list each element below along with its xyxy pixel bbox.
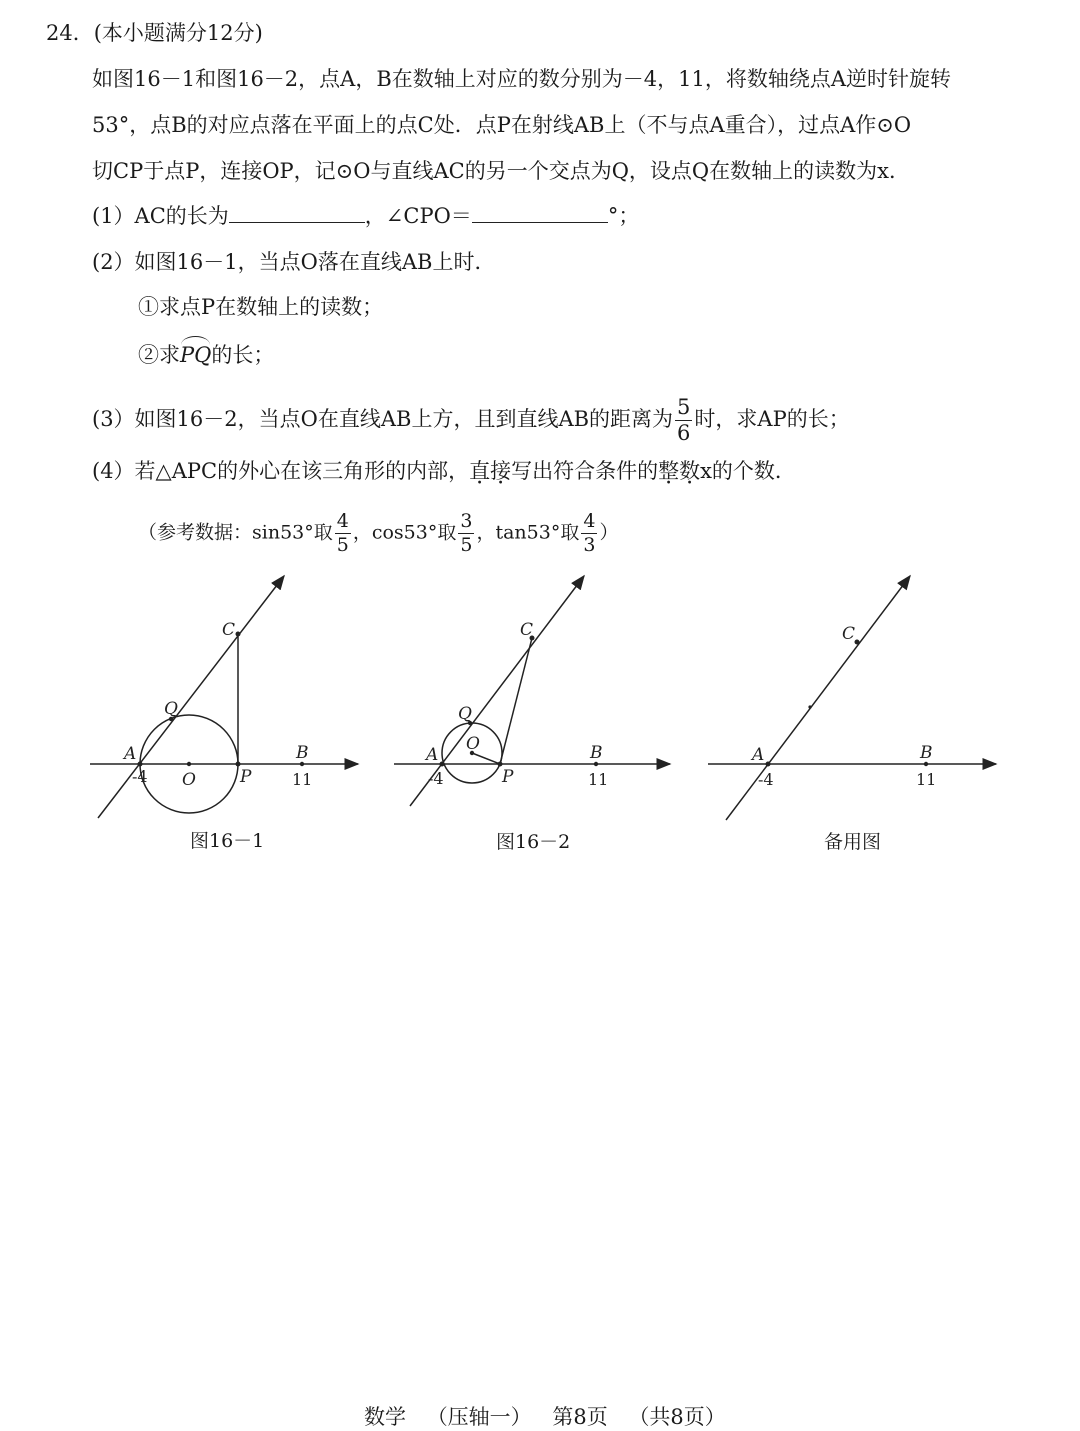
point-a <box>138 762 143 767</box>
footer <box>364 1401 726 1431</box>
figure-16-1 <box>88 570 368 830</box>
q1-text-a: (1）AC的长为 <box>92 204 229 228</box>
q4-text-a: (4）若△APC的外心在该三角形的内部， <box>92 459 470 483</box>
point-c <box>236 632 241 637</box>
tick-label-minus4: -4 <box>428 769 444 788</box>
arc-pq: PQ <box>180 340 211 370</box>
label-o: O <box>466 734 480 754</box>
q3-text-a: (3）如图16－2，当点O在直线AB上方，且到直线AB的距离为 <box>92 407 674 431</box>
segment-cp <box>500 638 532 764</box>
emphasis-char: 接 <box>490 459 512 483</box>
ray-ac <box>726 576 910 820</box>
label-q: Q <box>458 704 472 724</box>
question-1 <box>92 201 639 231</box>
intro-line-3: 切CP于点P，连接OP，记⊙O与直线AC的另一个交点为Q，设点Q在数轴上的读数为x． <box>92 159 910 183</box>
tick-label-11: 11 <box>588 770 609 789</box>
label-b: B <box>590 743 603 763</box>
point-a <box>440 762 445 767</box>
footer-subject: 数学 <box>364 1405 406 1429</box>
ref-text-c: ，tan53°取 <box>476 521 580 544</box>
ref-text-b: ，cos53°取 <box>352 521 457 544</box>
label-p: P <box>240 767 252 787</box>
question-4 <box>92 456 796 486</box>
label-c: C <box>520 620 534 640</box>
answer-blank-cpo[interactable] <box>472 202 608 223</box>
figure-spare <box>706 570 1006 830</box>
q4-text-b: 写出符合条件的 <box>511 459 659 483</box>
q2-2-text-b: 的长； <box>211 343 275 367</box>
label-a: A <box>426 745 439 765</box>
ref-text-d: ） <box>599 521 619 544</box>
point-c <box>855 640 860 645</box>
caption-spare-figure: 备用图 <box>824 831 882 853</box>
q1-text-b: ，∠CPO＝ <box>364 204 472 228</box>
emphasis-char: 整 <box>658 459 680 483</box>
label-b: B <box>920 743 933 763</box>
tick-label-minus4: -4 <box>132 767 148 786</box>
caption-fig-16-2: 图16－2 <box>496 831 571 853</box>
footer-total: （共8页） <box>628 1405 726 1429</box>
point-mid <box>808 705 811 708</box>
answer-blank-ac[interactable] <box>229 202 365 223</box>
intro-line-1: 如图16－1和图16－2，点A，B在数轴上对应的数分别为－4，11，将数轴绕点A逆时针旋转 <box>92 67 952 91</box>
tick-label-minus4: -4 <box>758 770 774 789</box>
label-o: O <box>182 770 196 790</box>
q1-text-c: °； <box>607 204 640 228</box>
fraction-sin: $\frac{4}{5}$ <box>336 510 349 556</box>
figure-16-2 <box>392 570 682 830</box>
tick-label-11: 11 <box>292 770 313 789</box>
ref-text-a: （参考数据：sin53°取 <box>138 521 333 544</box>
fraction-cos: $\frac{3}{5}$ <box>460 510 473 556</box>
q3-text-b: 时，求AP的长； <box>694 407 850 431</box>
label-c: C <box>842 624 856 644</box>
reference-data <box>138 512 618 555</box>
q2-2-text-a: ②求 <box>138 343 180 367</box>
caption-fig-16-1: 图16－1 <box>190 830 265 852</box>
label-c: C <box>222 620 236 640</box>
question-2: (2）如图16－1，当点O落在直线AB上时． <box>92 250 496 274</box>
question-3 <box>92 397 850 444</box>
label-p: P <box>502 767 514 787</box>
fraction-tan: $\frac{4}{3}$ <box>583 510 596 556</box>
emphasis-char: 直 <box>469 459 491 483</box>
question-2-1: ①求点P在数轴上的读数； <box>138 295 384 319</box>
fraction-5-6: $\frac{5}{6}$ <box>677 395 691 445</box>
footer-page: 第8页 <box>552 1405 608 1429</box>
label-a: A <box>752 745 765 765</box>
tick-label-11: 11 <box>916 770 937 789</box>
label-q: Q <box>164 699 178 719</box>
emphasis-char: 数 <box>679 459 701 483</box>
label-b: B <box>296 743 309 763</box>
intro-line-2: 53°，点B的对应点落在平面上的点C处．点P在射线AB上（不与点A重合），过点A作⊙O <box>92 113 912 137</box>
segment-op <box>472 753 500 764</box>
point-p <box>236 762 241 767</box>
question-2-2 <box>138 340 274 370</box>
q4-text-c: x的个数． <box>700 459 796 483</box>
point-a <box>766 762 771 767</box>
footer-paper: （压轴一） <box>426 1405 532 1429</box>
label-a: A <box>124 744 137 764</box>
point-p <box>498 762 503 767</box>
problem-header: 24．(本小题满分12分) <box>46 21 263 45</box>
point-o <box>187 762 191 766</box>
